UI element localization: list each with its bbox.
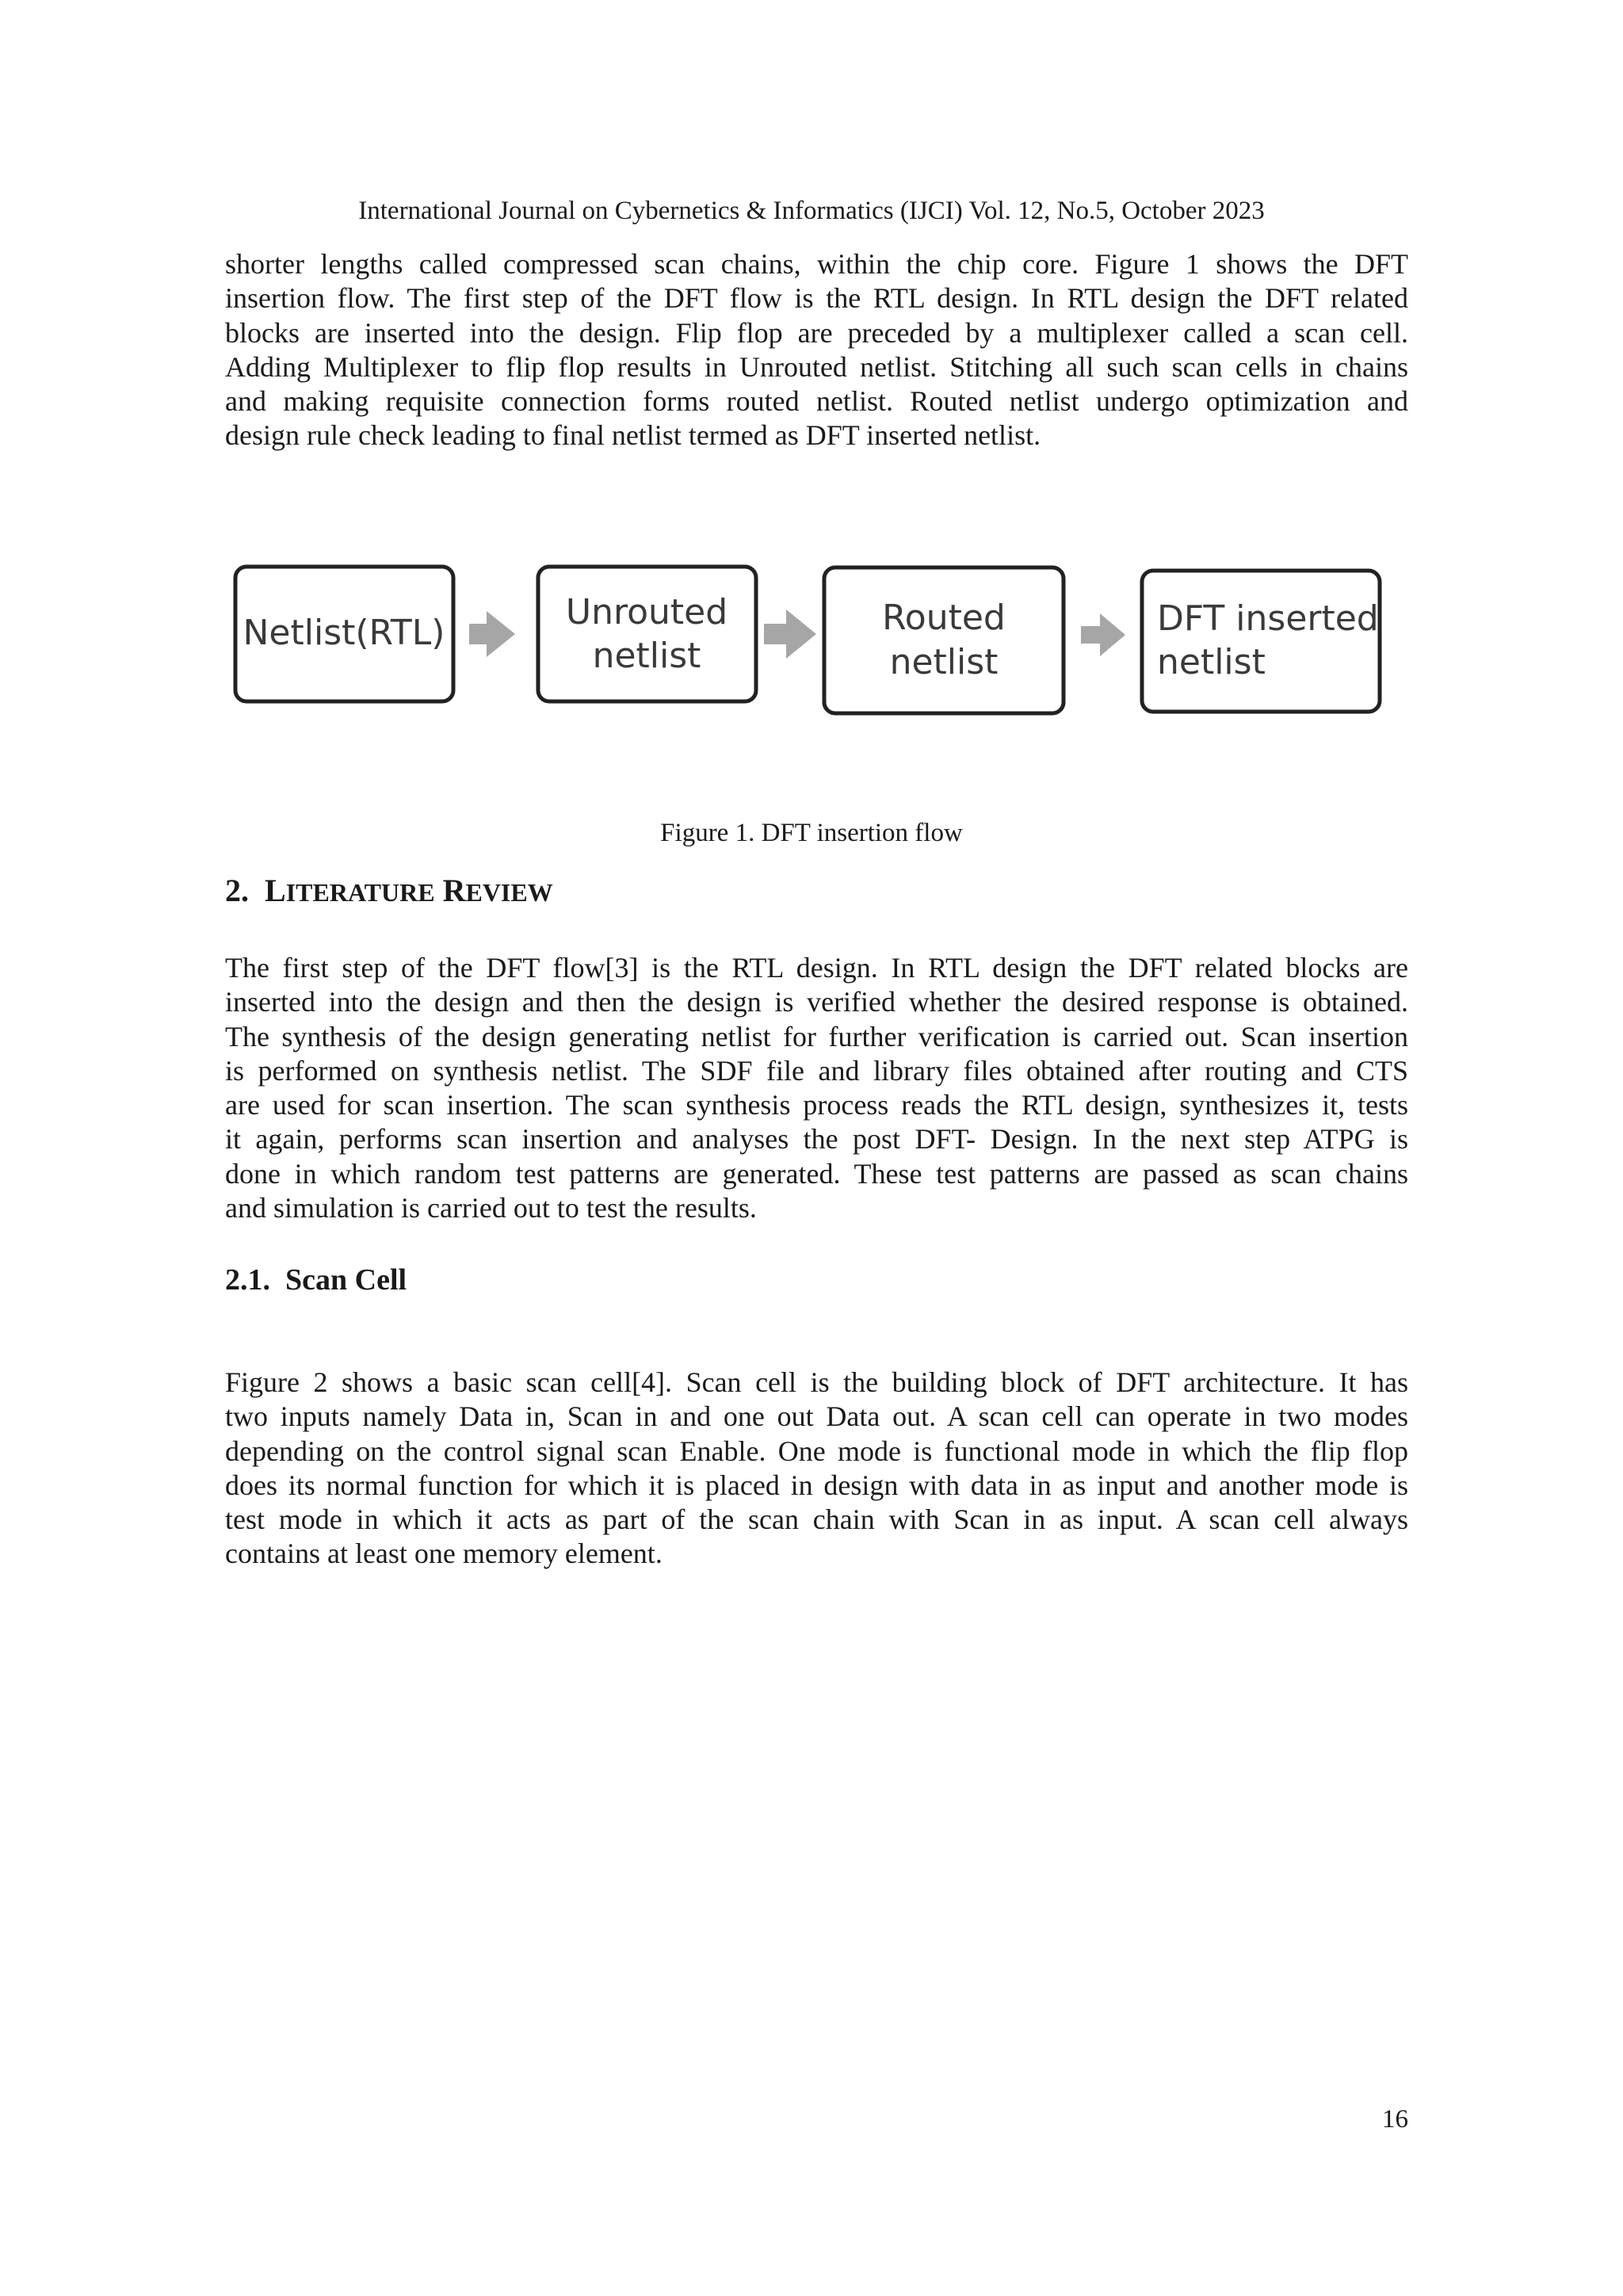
paragraph-line: depending on the control signal scan Enable. One mode is functional mode in which the flip flop xyxy=(225,1435,1408,1467)
flow-box-routed-netlist xyxy=(824,567,1064,713)
section-title-initial: R xyxy=(442,873,466,908)
arrow-right-icon xyxy=(764,609,816,659)
running-header: International Journal on Cybernetics & Informatics (IJCI) Vol. 12, No.5, October 2023 xyxy=(358,197,1265,225)
intro-paragraph xyxy=(225,247,1408,453)
section-number: 2. xyxy=(225,873,249,908)
paragraph-line: design rule check leading to final netlist termed as DFT inserted netlist. xyxy=(225,419,1041,452)
figure-caption: Figure 1. DFT insertion flow xyxy=(660,819,963,847)
paragraph-line: The first step of the DFT flow[3] is the RTL design. In RTL design the DFT related blocks are xyxy=(225,952,1408,984)
flow-box-dft-inserted-netlist xyxy=(1142,571,1380,712)
paragraph-line: contains at least one memory element. xyxy=(225,1538,663,1570)
paragraph-line: and simulation is carried out to test the results. xyxy=(225,1192,757,1224)
paragraph-line: it again, performs scan insertion and analyses the post DFT- Design. In the next step ATPG is xyxy=(225,1123,1408,1156)
flow-box-label: DFT inserted xyxy=(1157,598,1379,639)
flow-box-label: netlist xyxy=(592,636,701,676)
flow-box-label: netlist xyxy=(1157,642,1266,682)
section-title-initial: L xyxy=(265,873,286,908)
paragraph-line: blocks are inserted into the design. Flip flop are preceded by a multiplexer called a scan cell. xyxy=(225,316,1408,349)
section-title-smallcaps: ITERATURE xyxy=(285,878,435,907)
arrow-right-icon xyxy=(1081,613,1125,656)
paragraph-line: two inputs namely Data in, Scan in and one out Data out. A scan cell can operate in two modes xyxy=(225,1400,1408,1433)
paragraph-line: inserted into the design and then the design is verified whether the desired response is obtained. xyxy=(225,986,1408,1018)
paragraph-line: done in which random test patterns are generated. These test patterns are passed as scan chains xyxy=(225,1157,1408,1190)
paragraph-line: insertion flow. The first step of the DFT flow is the RTL design. In RTL design the DFT related xyxy=(225,282,1408,315)
paragraph-line: shorter lengths called compressed scan chains, within the chip core. Figure 1 shows the DFT xyxy=(225,248,1408,280)
section-title-smallcaps: EVIEW xyxy=(465,878,553,907)
flow-box-label: Unrouted xyxy=(565,592,728,632)
arrow-right-icon xyxy=(469,611,515,657)
paragraph-line: Adding Multiplexer to flip flop results in Unrouted netlist. Stitching all such scan cells in chains xyxy=(225,350,1408,383)
paragraph-line: does its normal function for which it is placed in design with data in as input and another mode is xyxy=(225,1469,1408,1501)
paragraph-line: The synthesis of the design generating netlist for further verification is carried out. Scan insertion xyxy=(225,1020,1408,1052)
paragraph-line: are used for scan insertion. The scan synthesis process reads the RTL design, synthesizes it, tests xyxy=(225,1089,1408,1121)
subsection-heading: 2.1. Scan Cell xyxy=(225,1263,407,1297)
dft-insertion-flow-diagram xyxy=(225,555,1408,729)
literature-review-paragraph xyxy=(225,951,1408,1225)
paragraph-line: and making requisite connection forms routed netlist. Routed netlist undergo optimization and xyxy=(225,385,1408,418)
paragraph-line: test mode in which it acts as part of the scan chain with Scan in as input. A scan cell always xyxy=(225,1503,1408,1536)
flow-box-label: Routed xyxy=(882,598,1006,638)
paragraph-line: is performed on synthesis netlist. The SDF file and library files obtained after routing and CTS xyxy=(225,1054,1408,1087)
flow-diagram-svg xyxy=(225,555,1408,729)
flow-box-label: netlist xyxy=(889,642,999,682)
section-heading xyxy=(225,872,553,911)
scan-cell-paragraph xyxy=(225,1366,1408,1572)
flow-box-unrouted-netlist xyxy=(538,567,756,701)
paragraph-line: Figure 2 shows a basic scan cell[4]. Scan cell is the building block of DFT architecture. It has xyxy=(225,1366,1408,1398)
page-number: 16 xyxy=(1382,2105,1408,2134)
flow-box-label: Netlist(RTL) xyxy=(242,613,445,653)
